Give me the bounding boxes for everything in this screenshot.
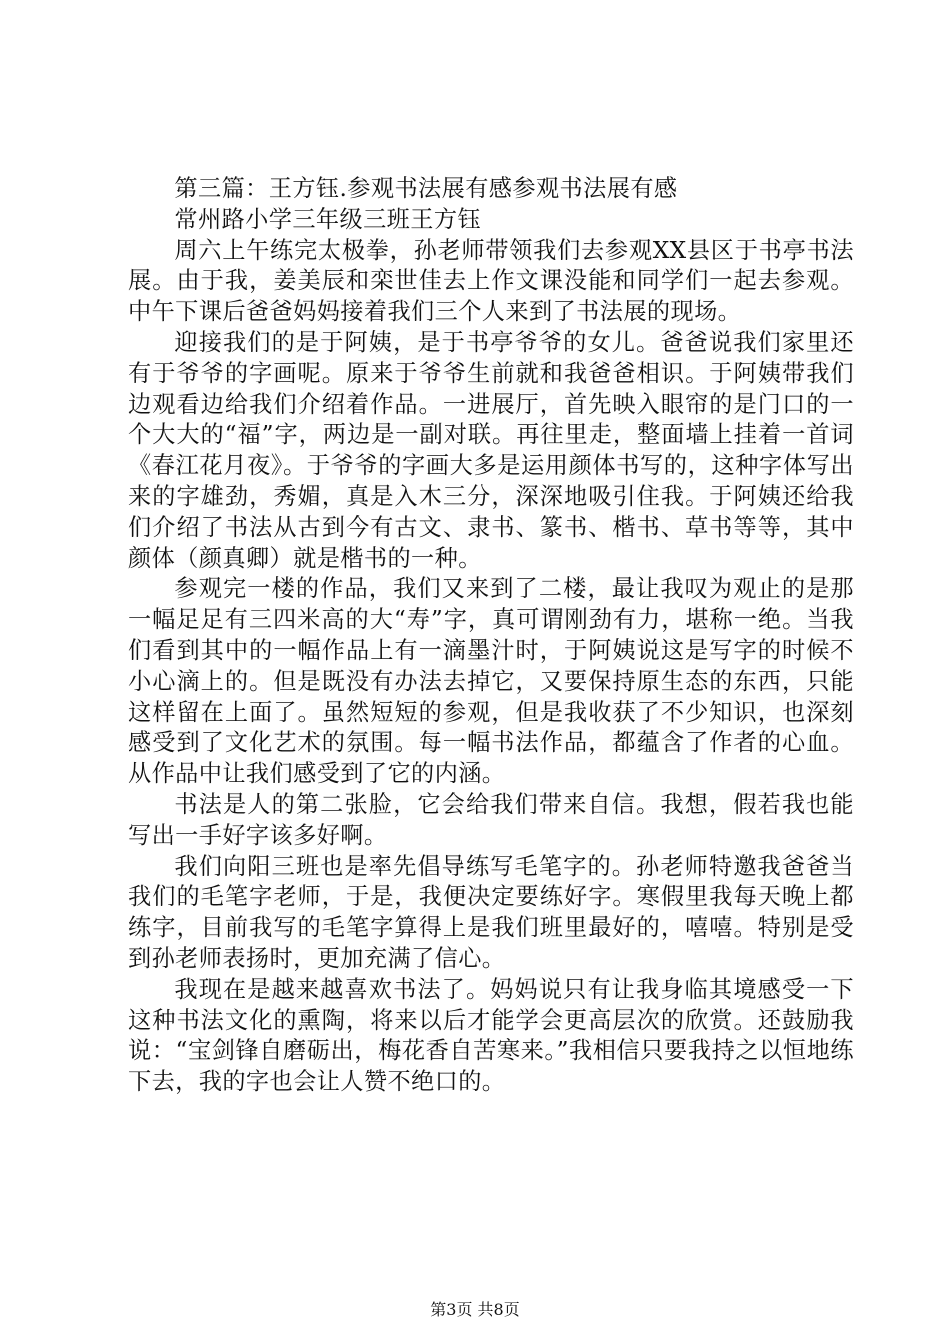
body-paragraph-1: 周六上午练完太极拳，孙老师带领我们去参观XX县区于书亭书法展。由于我，姜美辰和栾世佳去上作文课没能和同学们一起去参观。中午下课后爸爸妈妈接着我们三个人来到了书法展的现场。 — [128, 236, 854, 326]
author-line: 常州路小学三年级三班王方钰 — [174, 205, 482, 233]
document-body — [128, 174, 854, 1098]
body-paragraph-6: 我现在是越来越喜欢书法了。妈妈说只有让我身临其境感受一下这种书法文化的熏陶，将来以后才能学会更高层次的欣赏。还鼓励我说：“宝剑锋自磨砺出，梅花香自苦寒来。”我相信只要我持之以恒地练下去，我的字也会让人赞不绝口的。 — [128, 975, 854, 1096]
body-paragraph-3: 参观完一楼的作品，我们又来到了二楼，最让我叹为观止的是那一幅足足有三四米高的大“寿”字，真可谓刚劲有力，堪称一绝。当我们看到其中的一幅作品上有一滴墨汁时，于阿姨说这是写字的时候不小心滴上的。但是既没有办法去掉它，又要保持原生态的东西，只能这样留在上面了。虽然短短的参观，但是我收获了不少知识，也深刻感受到了文化艺术的氛围。每一幅书法作品，都蕴含了作者的心血。从作品中让我们感受到了它的内涵。 — [128, 575, 854, 788]
page-number-footer: 第3页 共8页 — [430, 1300, 520, 1319]
body-paragraph-2: 迎接我们的是于阿姨，是于书亭爷爷的女儿。爸爸说我们家里还有于爷爷的字画呢。原来于爷爷生前就和我爸爸相识。于阿姨带我们边观看边给我们介绍着作品。一进展厅，首先映入眼帘的是门口的一个大大的“福”字，两边是一副对联。再往里走，整面墙上挂着一首词《春江花月夜》。于爷爷的字画大多是运用颜体书写的，这种字体写出来的字雄劲，秀媚，真是入木三分，深深地吸引住我。于阿姨还给我们介绍了书法从古到今有古文、隶书、篆书、楷书、草书等等，其中颜体（颜真卿）就是楷书的一种。 — [128, 328, 854, 572]
body-paragraph-5: 我们向阳三班也是率先倡导练写毛笔字的。孙老师特邀我爸爸当我们的毛笔字老师，于是，我便决定要练好字。寒假里我每天晚上都练字，目前我写的毛笔字算得上是我们班里最好的，嘻嘻。特别是受到孙老师表扬时，更加充满了信心。 — [128, 852, 854, 972]
body-paragraph-4: 书法是人的第二张脸，它会给我们带来自信。我想，假若我也能写出一手好字该多好啊。 — [128, 790, 854, 849]
document-title: 第三篇：王方钰.参观书法展有感参观书法展有感 — [174, 175, 678, 202]
